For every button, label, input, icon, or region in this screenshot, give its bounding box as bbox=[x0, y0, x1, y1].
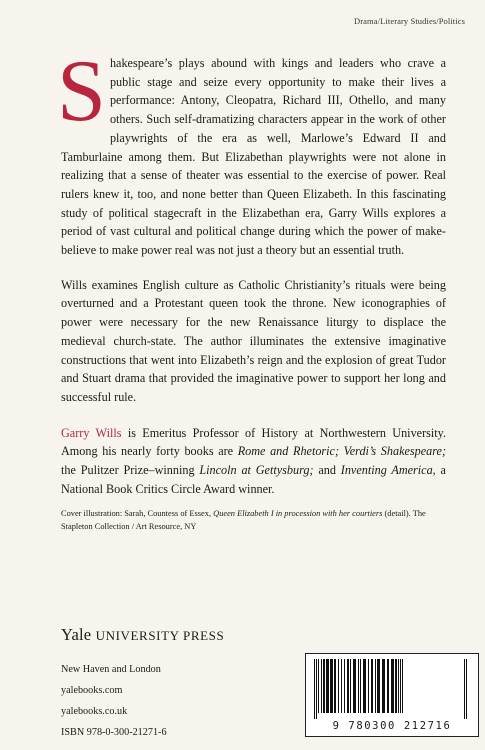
barcode-bars bbox=[314, 659, 472, 719]
barcode-bar bbox=[353, 659, 356, 713]
barcode-bar bbox=[360, 659, 361, 713]
barcode-bar bbox=[358, 659, 359, 713]
barcode-bar bbox=[347, 659, 349, 713]
barcode-bar bbox=[395, 659, 397, 713]
cover-credit bbox=[61, 508, 446, 533]
barcode-bar bbox=[330, 659, 333, 713]
barcode-bar bbox=[391, 659, 394, 713]
barcode-bar bbox=[387, 659, 389, 713]
barcode-bar bbox=[321, 659, 322, 713]
barcode-bar bbox=[344, 659, 345, 713]
barcode-bar bbox=[382, 659, 385, 713]
barcode-bar bbox=[323, 659, 325, 713]
barcode-bar bbox=[316, 659, 317, 719]
book-title: Inventing America, bbox=[340, 463, 436, 478]
publisher-name-rest: UNIVERSITY PRESS bbox=[95, 628, 225, 643]
description bbox=[57, 43, 446, 533]
barcode-bar bbox=[368, 659, 369, 713]
artwork-title: Queen Elizabeth I in procession with her courtiers bbox=[213, 509, 383, 519]
paragraph-1-text: hakespeare’s plays abound with kings and leaders who crave a public stage and seize every opportunity to make their lives a performance: Antony, Cleopatra, Richard III, Othello, and many others. Such self-dramatizing characters appear in the work of other playwrights of the era as well, Marlowe’s Edward II and Tamburlaine among them. But Elizabethan playwrights were not alone in realizing that a sense of theater was essential to the exercise of power. Real rulers knew it, too, and none better than Queen Elizabeth. In this fascinating study of political stagecraft in the Elizabethan era, Garry Wills explores a period of vast cultural and political change during which the power of make-believe to make power real was not just a theory but an essential truth. bbox=[61, 56, 446, 258]
description-paragraph-1 bbox=[57, 43, 446, 260]
barcode-bar bbox=[464, 659, 465, 719]
barcode-bar bbox=[314, 659, 315, 719]
book-title: Lincoln at Gettysburg; bbox=[199, 463, 314, 478]
barcode-bar bbox=[402, 659, 403, 713]
publisher-cities: New Haven and London bbox=[61, 664, 161, 675]
description-paragraph-2: Wills examines English culture as Catholic Christianity’s rituals were being overturned and a Protestant queen took the throne. New iconographies of power were necessary for the new Renaissance liturgy to displace the medieval church-state. The author illuminates the extensive imaginative constructions that went into Elizabeth’s reign and the explosion of great Tudor and Stuart drama that provided the imaginative power to support her long and successful rule. bbox=[61, 277, 446, 404]
barcode-bar bbox=[326, 659, 329, 713]
barcode-bar bbox=[375, 659, 376, 713]
barcode-bar bbox=[377, 659, 380, 713]
bio-text: a National Book Critics Circle Award winner. bbox=[61, 463, 446, 496]
publisher-url-us: yalebooks.com bbox=[61, 685, 123, 696]
category-label: Drama/Literary Studies/Politics bbox=[354, 16, 465, 26]
credit-text: (detail). The Stapleton Collection / Art Resource, NY bbox=[61, 509, 426, 531]
barcode-bar bbox=[350, 659, 351, 713]
isbn: ISBN 978-0-300-21271-6 bbox=[61, 727, 167, 738]
credit-text: Cover illustration: Sarah, Countess of Essex, bbox=[61, 509, 214, 519]
barcode-digits: 9 780300 212716 bbox=[332, 720, 452, 732]
drop-cap: S bbox=[57, 43, 106, 140]
barcode-bar bbox=[334, 659, 336, 713]
barcode-bar bbox=[400, 659, 401, 713]
barcode-bar bbox=[466, 659, 467, 719]
publisher-logo bbox=[61, 625, 224, 645]
author-name: Garry Wills bbox=[61, 425, 122, 440]
bio-text: is Emeritus Professor of History at Northwestern University. Among his nearly forty books are bbox=[61, 425, 446, 459]
bio-text: and bbox=[313, 463, 341, 478]
barcode-bar bbox=[371, 659, 373, 713]
barcode-bar bbox=[318, 659, 319, 713]
bio-text: the Pulitzer Prize–winning bbox=[61, 463, 200, 478]
publisher-url-uk: yalebooks.co.uk bbox=[61, 706, 128, 717]
barcode bbox=[305, 653, 479, 737]
publisher-info bbox=[61, 659, 167, 743]
publisher-name: Yale bbox=[61, 625, 92, 644]
barcode-bar bbox=[363, 659, 366, 713]
book-title: Rome and Rhetoric; bbox=[237, 444, 340, 459]
barcode-bar bbox=[338, 659, 339, 713]
book-title: Verdi’s Shakespeare; bbox=[343, 444, 446, 459]
barcode-bar bbox=[398, 659, 399, 713]
author-bio bbox=[61, 424, 446, 499]
barcode-bar bbox=[341, 659, 342, 713]
